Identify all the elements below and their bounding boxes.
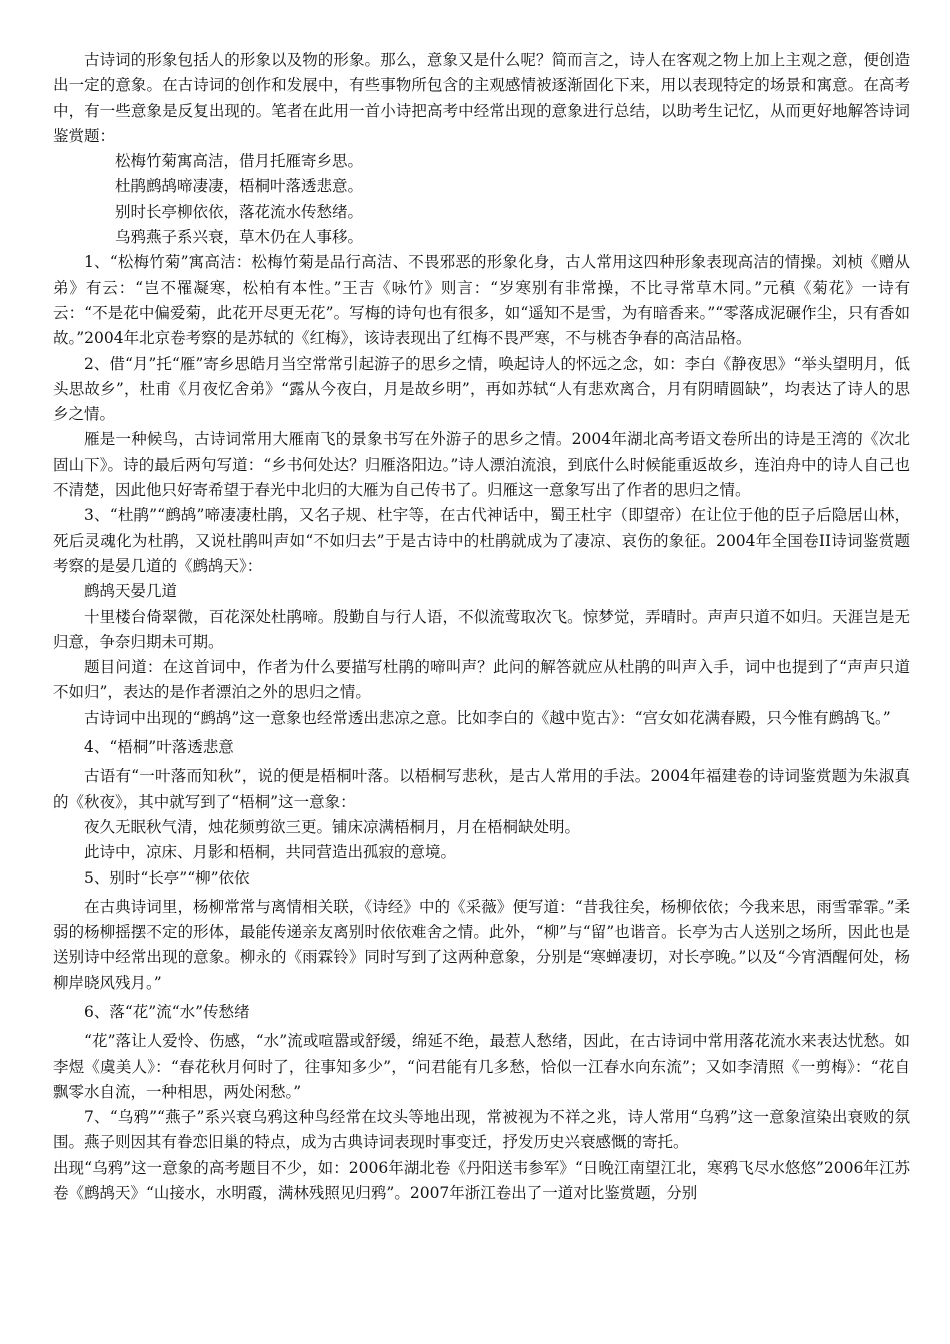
autumn-night-poem: 夜久无眠秋气清，烛花频剪欲三更。铺床凉满梧桐月，月在梧桐缺处明。 — [84, 817, 581, 836]
poem-line-1: 松梅竹菊寓高洁，借月托雁寄乡思。 — [115, 152, 364, 171]
question-paragraph: 题目问道：在这首词中，作者为什么要描写杜鹃的啼叫声？此问的解答就应从杜鹃的叫声入手，词中也提到了“声声只道不如归”，表达的是作者漂泊之外的思归之情。 — [53, 658, 910, 702]
poem-title: 鹧鸪天晏几道 — [84, 582, 178, 601]
intro-paragraph: 古诗词的形象包括人的形象以及物的形象。那么，意象又是什么呢？简而言之，诗人在客观之物上加上主观之意，便创造出一定的意象。在古诗词的创作和发展中，有些事物所包含的主观感情被逐渐固化下来，用以表现特定的场景和寓意。在高考中，有一些意象是反复出现的。笔者在此用一首小诗把高考中经常出现的意象进行总结，以助考生记忆，从而更好地解答诗词鉴赏题： — [53, 51, 910, 145]
poem-line-4: 乌鸦燕子系兴衰，草木仍在人事移。 — [115, 228, 364, 247]
section-7-paragraph: 7、“乌鸦”“燕子”系兴衰乌鸦这种鸟经常在坟头等地出现，常被视为不祥之兆，诗人常用“乌鸦”这一意象渲染出衰败的氛围。燕子则因其有眷恋旧巢的特点，成为古典诗词表现时事变迁，抒发历史兴衰感慨的寄托。 — [53, 1108, 910, 1152]
section-4-heading: 4、“梧桐”叶落透悲意 — [84, 738, 234, 757]
section-5-paragraph: 在古典诗词里，杨柳常常与离情相关联，《诗经》中的《采薇》便写道：“昔我往矣，杨柳依依；今我来思，雨雪霏霏。”柔弱的杨柳摇摆不定的形体，最能传递亲友离别时依依难舍之情。此外，“柳”与“留”也谐音。长亭为古人送别之场所，因此也是送别诗中经常出现的意象。柳永的《雨霖铃》同时写到了这两种意象，分别是“寒蝉凄切，对长亭晚。”以及“今宵酒醒何处，杨柳岸晓风残月。” — [53, 897, 910, 992]
poem-body: 十里楼台倚翠微，百花深处杜鹃啼。殷勤自与行人语，不似流莺取次飞。惊梦觉，弄晴时。声声只道不如归。天涯岂是无归意，争奈归期未可期。 — [53, 607, 910, 651]
crow-examples-paragraph: 出现“乌鸦”这一意象的高考题目不少，如：2006年湖北卷《丹阳送韦参军》“日晚江南望江北，寒鸦飞尽水悠悠”2006年江苏卷《鹧鸪天》“山接水，水明霞，满林残照见归鸦”。2007年浙江卷出了一道对比鉴赏题，分别 — [53, 1158, 910, 1203]
section-5-heading: 5、别时“长亭”“柳”依依 — [84, 868, 250, 887]
section-1-paragraph: 1、“松梅竹菊”寓高洁：松梅竹菊是品行高洁、不畏邪恶的形象化身，古人常用这四种形象表现高洁的情操。刘桢《赠从弟》有云：“岂不罹凝寒，松柏有本性。”王吉《咏竹》则言：“岁寒别有非常操，不比寻常草木同。”元稹《菊花》一诗有云：“不是花中偏爱菊，此花开尽更无花”。写梅的诗句也有很多，如“遥知不是雪，为有暗香来。”“零落成泥碾作尘，只有香如故。”2004年北京卷考察的是苏轼的《红梅》，该诗表现出了红梅不畏严寒，不与桃杏争春的高洁品格。 — [53, 253, 910, 348]
autumn-night-comment: 此诗中，凉床、月影和梧桐，共同营造出孤寂的意境。 — [84, 843, 457, 862]
section-4-paragraph: 古语有“一叶落而知秋”，说的便是梧桐叶落。以梧桐写悲秋，是古人常用的手法。2004年福建卷的诗词鉴赏题为朱淑真的《秋夜》，其中就写到了“梧桐”这一意象： — [53, 767, 910, 811]
section-2-paragraph: 2、借“月”托“雁”寄乡思皓月当空常常引起游子的思乡之情，唤起诗人的怀远之念，如：李白《静夜思》“举头望明月，低头思故乡”，杜甫《月夜忆舍弟》“露从今夜白，月是故乡明”，再如苏轼“人有悲欢离合，月有阴晴圆缺”，均表达了诗人的思乡之情。 — [53, 354, 910, 424]
section-6-paragraph: “花”落让人爱怜、伤感，“水”流或喧嚣或舒缓，绵延不绝，最惹人愁绪，因此，在古诗词中常用落花流水来表达忧愁。如李煜《虞美人》：“春花秋月何时了，往事知多少”，“问君能有几多愁，恰似一江春水向东流”；又如李清照《一剪梅》：“花自飘零水自流，一种相思，两处闲愁。” — [53, 1032, 910, 1101]
section-6-heading: 6、落“花”流“水”传愁绪 — [84, 1002, 250, 1021]
poem-line-3: 别时长亭柳依依，落花流水传愁绪。 — [115, 202, 364, 221]
poem-line-2: 杜鹃鹧鸪啼凄凄，梧桐叶落透悲意。 — [115, 177, 364, 196]
section-2-goose-paragraph: 雁是一种候鸟，古诗词常用大雁南飞的景象书写在外游子的思乡之情。2004年湖北高考语文卷所出的诗是王湾的《次北固山下》。诗的最后两句写道：“乡书何处达？归雁洛阳边。”诗人漂泊流浪，到底什么时候能重返故乡，连泊舟中的诗人自己也不清楚，因此他只好寄希望于春光中北归的大雁为自己传书了。归雁这一意象写出了作者的思归之情。 — [53, 430, 910, 500]
partridge-paragraph: 古诗词中出现的“鹧鸪”这一意象也经常透出悲凉之意。比如李白的《越中览古》：“宫女如花满春殿，只今惟有鹧鸪飞。” — [84, 708, 891, 727]
section-3-paragraph: 3、“杜鹃”“鹧鸪”啼凄凄杜鹃，又名子规、杜宇等，在古代神话中，蜀王杜宇（即望帝）在让位于他的臣子后隐居山林，死后灵魂化为杜鹃，又说杜鹃叫声如“不如归去”于是古诗中的杜鹃就成为了凄凉、哀伤的象征。2004年全国卷II诗词鉴赏题考察的是晏几道的《鹧鸪天》： — [53, 506, 910, 575]
